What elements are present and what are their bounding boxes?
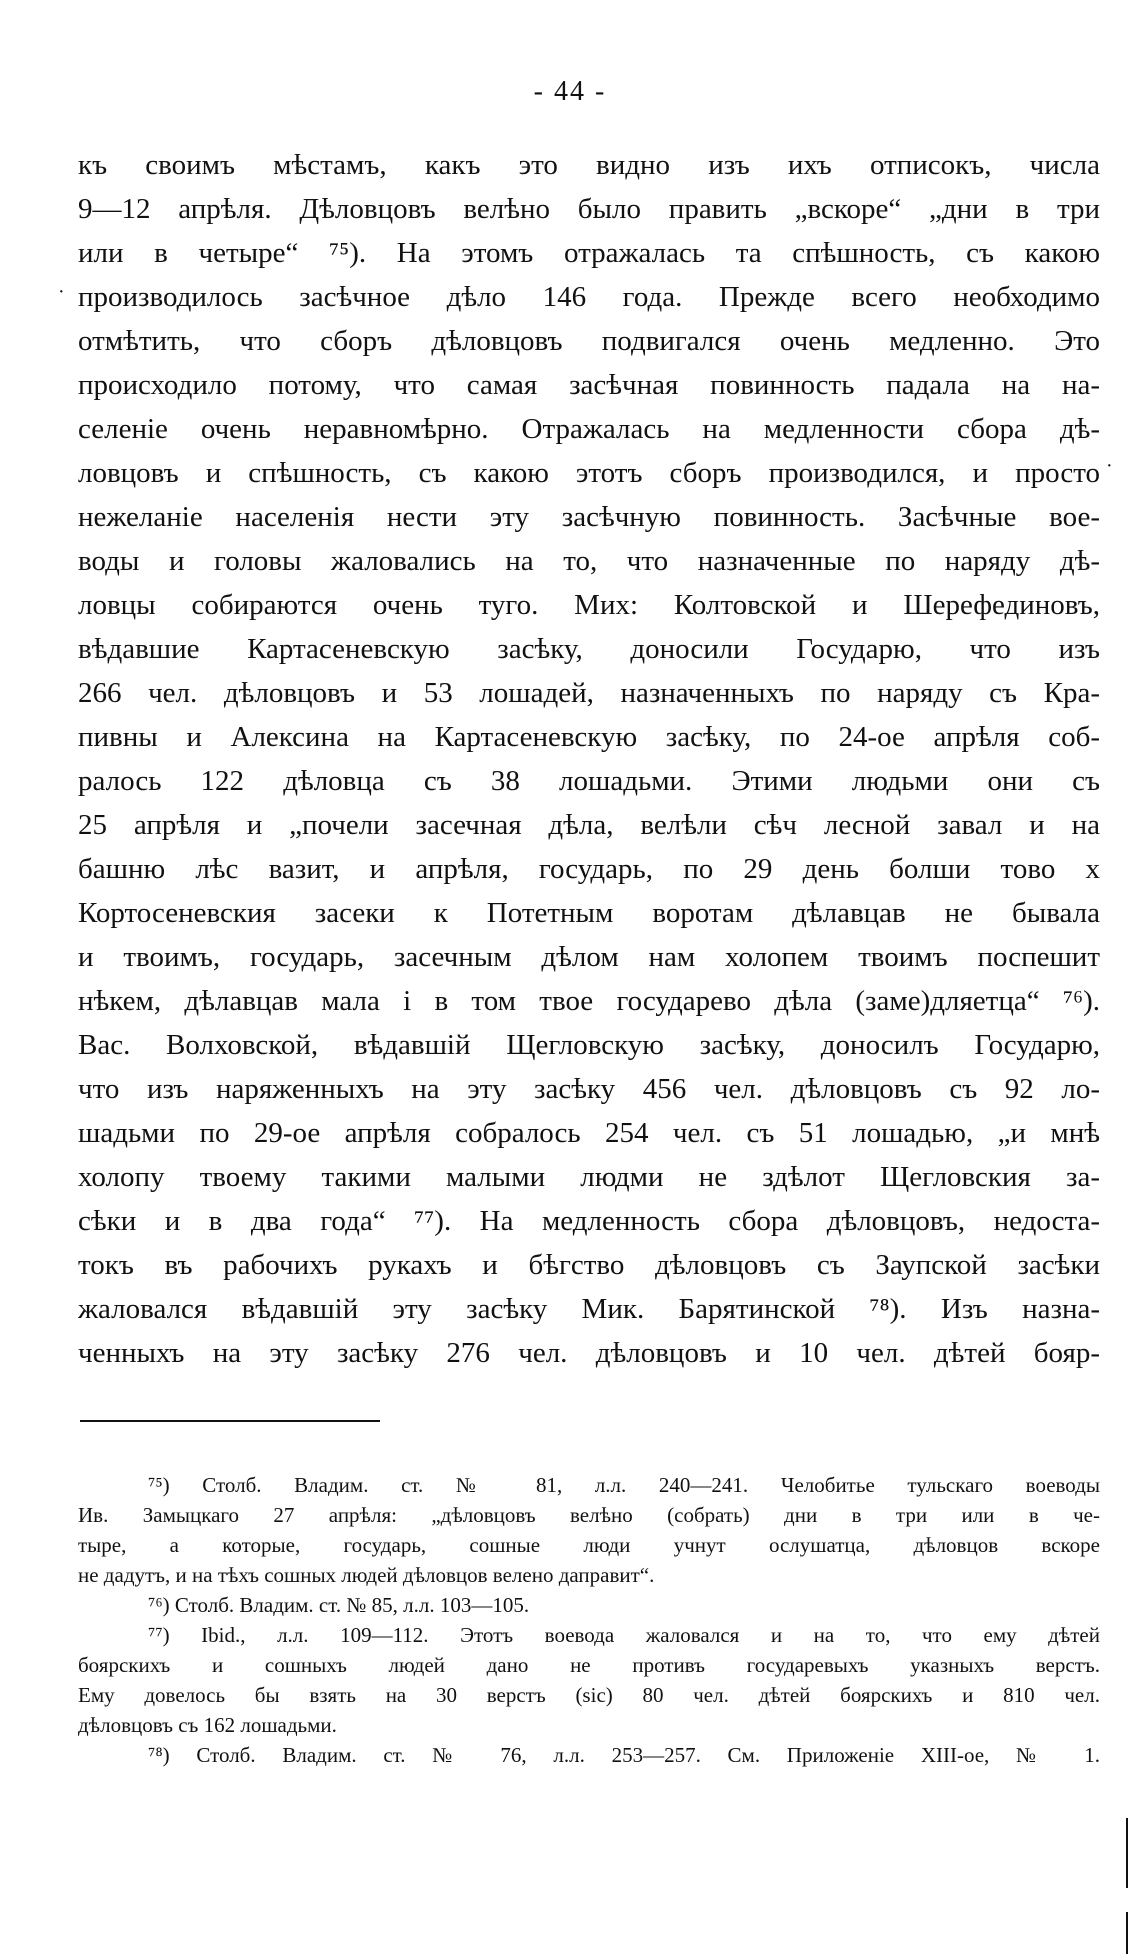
body-line: 9—12 апрѣля. Дѣловцовъ велѣно было править „вскоре“ „дни в три xyxy=(78,193,1100,225)
body-line: 25 апрѣля и „почели засечная дѣла, велѣли сѣч лесной завал и на xyxy=(78,809,1100,841)
margin-scan-mark-lower xyxy=(1126,1912,1128,1954)
body-line: что изъ наряженныхъ на эту засѣку 456 чел. дѣловцовъ съ 92 ло- xyxy=(78,1073,1100,1105)
margin-scan-mark xyxy=(1126,1818,1128,1888)
body-line: или в четыре“ ⁷⁵). На этомъ отражалась та спѣшность, съ какою xyxy=(78,237,1100,269)
body-line: ралось 122 дѣловца съ 38 лошадьми. Этими людьми они съ xyxy=(78,765,1100,797)
footnote-line: Ему довелось бы взять на 30 верстъ (sic) 80 чел. дѣтей боярскихъ и 810 чел. xyxy=(78,1683,1100,1707)
body-line: пивны и Алексина на Картасеневскую засѣку, по 24-ое апрѣля соб- xyxy=(78,721,1100,753)
body-line: происходило потому, что самая засѣчная повинность падала на на- xyxy=(78,369,1100,401)
page-number: - 44 - xyxy=(533,76,607,107)
body-line: отмѣтить, что сборъ дѣловцовъ подвигался очень медленно. Это xyxy=(78,325,1100,357)
body-line: къ своимъ мѣстамъ, какъ это видно изъ ихъ отписокъ, числа xyxy=(78,149,1100,181)
body-line: сѣки и в два года“ ⁷⁷). На медленность сбора дѣловцовъ, недоста- xyxy=(78,1205,1100,1237)
body-line: шадьми по 29-ое апрѣля собралось 254 чел. съ 51 лошадью, „и мнѣ xyxy=(78,1117,1100,1149)
body-text xyxy=(78,143,1100,1375)
body-line: башню лѣс вазит, и апрѣля, государь, по 29 день болши тово х xyxy=(78,853,1100,885)
body-line: холопу твоему такими малыми людми не здѣлот Щегловския за- xyxy=(78,1161,1100,1193)
body-line: жаловался вѣдавшій эту засѣку Мик. Барятинской ⁷⁸). Изъ назна- xyxy=(78,1293,1100,1325)
footnote-line: тыре, а которые, государь, сошные люди учнут ослушатца, дѣловцов вскоре xyxy=(78,1533,1100,1557)
footnotes-block xyxy=(78,1470,1100,1770)
margin-dot-left: · xyxy=(58,281,65,303)
body-line: нѣкем, дѣлавцав мала і в том твое государево дѣла (заме)дляетца“ ⁷⁶). xyxy=(78,985,1100,1017)
footnote-line: боярскихъ и сошныхъ людей дано не противъ государевыхъ указныхъ верстъ. xyxy=(78,1653,1100,1677)
body-line: 266 чел. дѣловцовъ и 53 лошадей, назначенныхъ по наряду съ Кра- xyxy=(78,677,1100,709)
body-line: нежеланіе населенія нести эту засѣчную повинность. Засѣчные вое- xyxy=(78,501,1100,533)
body-line: ловцовъ и спѣшность, съ какою этотъ сборъ производился, и просто xyxy=(78,457,1100,489)
footnote-line: ⁷⁶) Столб. Владим. ст. № 85, л.л. 103—105. xyxy=(148,1593,530,1617)
margin-dot-right: · xyxy=(1106,455,1113,477)
footnote-line: ⁷⁸) Столб. Владим. ст. № 76, л.л. 253—257. См. Приложеніе XIII-ое, № 1. xyxy=(148,1743,1100,1767)
body-line: токъ въ рабочихъ рукахъ и бѣгство дѣловцовъ съ Заупской засѣки xyxy=(78,1249,1100,1281)
body-line: Вас. Волховской, вѣдавшій Щегловскую засѣку, доносилъ Государю, xyxy=(78,1029,1100,1061)
body-line: и твоимъ, государь, засечным дѣлом нам холопем твоимъ поспешит xyxy=(78,941,1100,973)
footnote-line: Ив. Замыцкаго 27 апрѣля: „дѣловцовъ велѣно (собрать) дни в три или в че- xyxy=(78,1503,1100,1527)
body-line: селеніе очень неравномѣрно. Отражалась на медленности сбора дѣ- xyxy=(78,413,1100,445)
footnote-line: ⁷⁷) Ibid., л.л. 109—112. Этотъ воевода жаловался и на то, что ему дѣтей xyxy=(148,1623,1100,1647)
body-line: ченныхъ на эту засѣку 276 чел. дѣловцовъ и 10 чел. дѣтей бояр- xyxy=(78,1337,1100,1369)
body-line: производилось засѣчное дѣло 146 года. Прежде всего необходимо xyxy=(78,281,1100,313)
footnote-line: не дадутъ, и на тѣхъ сошных людей дѣловцов велено даправит“. xyxy=(78,1563,655,1587)
body-line: ловцы собираются очень туго. Мих: Колтовской и Шерефединовъ, xyxy=(78,589,1100,621)
footnote-line: ⁷⁵) Столб. Владим. ст. № 81, л.л. 240—241. Челобитье тульскаго воеводы xyxy=(148,1473,1100,1497)
footnote-separator-rule xyxy=(80,1420,380,1422)
footnote-line: дѣловцовъ съ 162 лошадьми. xyxy=(78,1713,337,1737)
body-line: воды и головы жаловались на то, что назначенные по наряду дѣ- xyxy=(78,545,1100,577)
body-line: Кортосеневския засеки к Потетным воротам дѣлавцав не бывала xyxy=(78,897,1100,929)
body-line: вѣдавшие Картасеневскую засѣку, доносили Государю, что изъ xyxy=(78,633,1100,665)
